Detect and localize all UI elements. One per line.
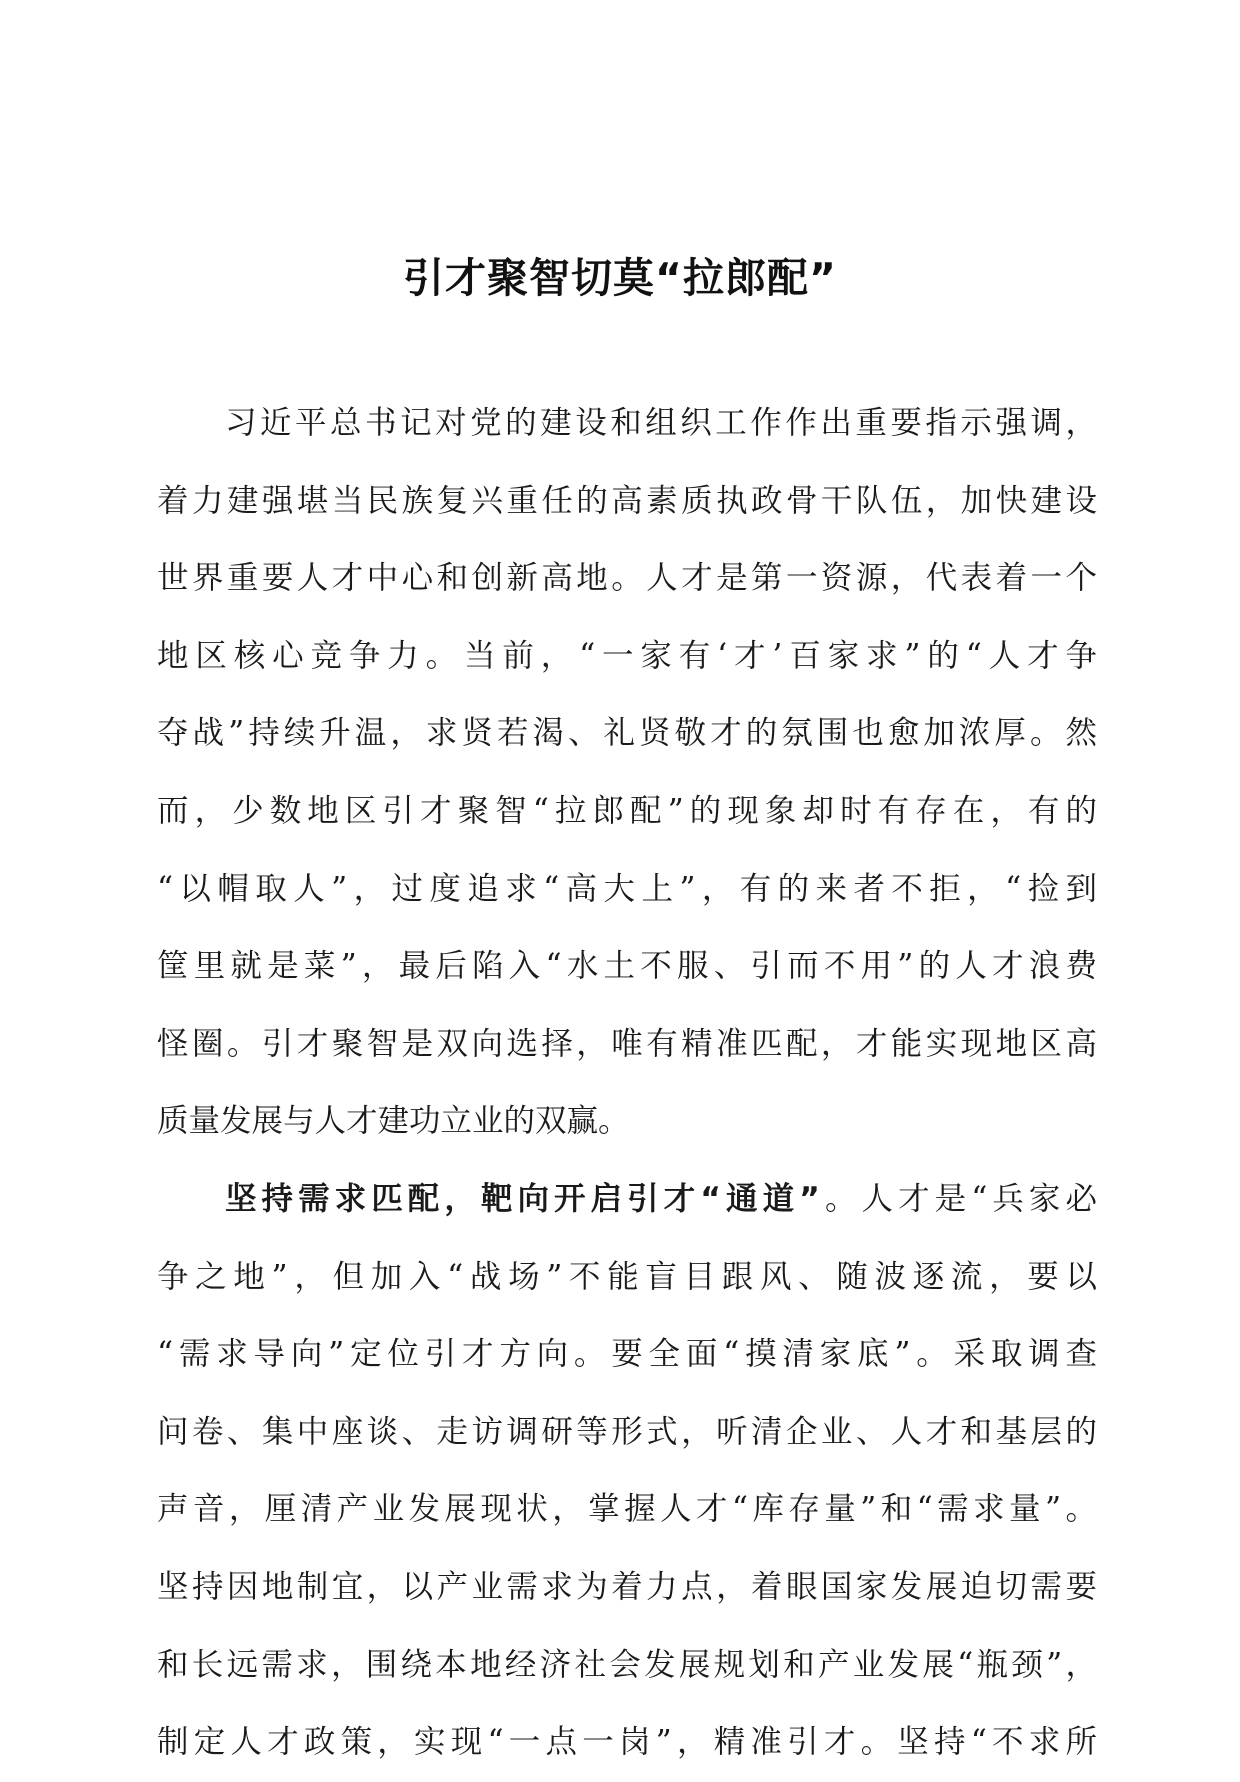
paragraph-1-line: 怪圈。引才聚智是双向选择，唯有精准匹配，才能实现地区高 [157,1025,1097,1062]
paragraph-1-line: “以帽取人”，过度追求“高大上”，有的来者不拒，“捡到 [157,870,1097,907]
paragraph-1-line: 习近平总书记对党的建设和组织工作作出重要指示强调， [225,405,1097,441]
paragraph-1-line: 世界重要人才中心和创新高地。人才是第一资源，代表着一个 [157,560,1097,597]
paragraph-1-line: 而，少数地区引才聚智“拉郎配”的现象却时有存在，有的 [157,792,1097,829]
paragraph-2-line: 声音，厘清产业发展现状，掌握人才“库存量”和“需求量”。 [157,1491,1097,1528]
paragraph-2-first-line [157,1161,1097,1239]
paragraph-2-line: 坚持因地制宜，以产业需求为着力点，着眼国家发展迫切需要 [157,1568,1097,1605]
paragraph-1-line: 质量发展与人才建功立业的双赢。 [157,1103,630,1140]
paragraph-2-first-line-rest: 。人才是“兵家必 [819,1180,1097,1217]
paragraph-2-line: 争之地”，但加入“战场”不能盲目跟风、随波逐流，要以 [157,1258,1097,1295]
paragraph-1-line: 夺战”持续升温，求贤若渴、礼贤敬才的氛围也愈加浓厚。然 [157,715,1097,752]
paragraph-1-line: 着力建强堪当民族复兴重任的高素质执政骨干队伍，加快建设 [157,482,1097,519]
paragraph-2-line: 和长远需求，围绕本地经济社会发展规划和产业发展“瓶颈”， [157,1646,1097,1683]
paragraph-2-heading: 坚持需求匹配，靶向开启引才“通道” [225,1180,820,1217]
paragraph-1-line: 筐里就是菜”，最后陷入“水土不服、引而不用”的人才浪费 [157,948,1097,985]
paragraph-1-line: 地区核心竞争力。当前，“一家有‘才’百家求”的“人才争 [157,637,1097,674]
paragraph-2-line: 问卷、集中座谈、走访调研等形式，听清企业、人才和基层的 [157,1413,1097,1450]
document-title: 引才聚智切莫“拉郎配” [403,254,837,302]
paragraph-2-line: 制定人才政策，实现“一点一岗”，精准引才。坚持“不求所 [157,1724,1097,1761]
paragraph-2-line: “需求导向”定位引才方向。要全面“摸清家底”。采取调查 [157,1336,1097,1373]
document-body [157,385,1097,1782]
